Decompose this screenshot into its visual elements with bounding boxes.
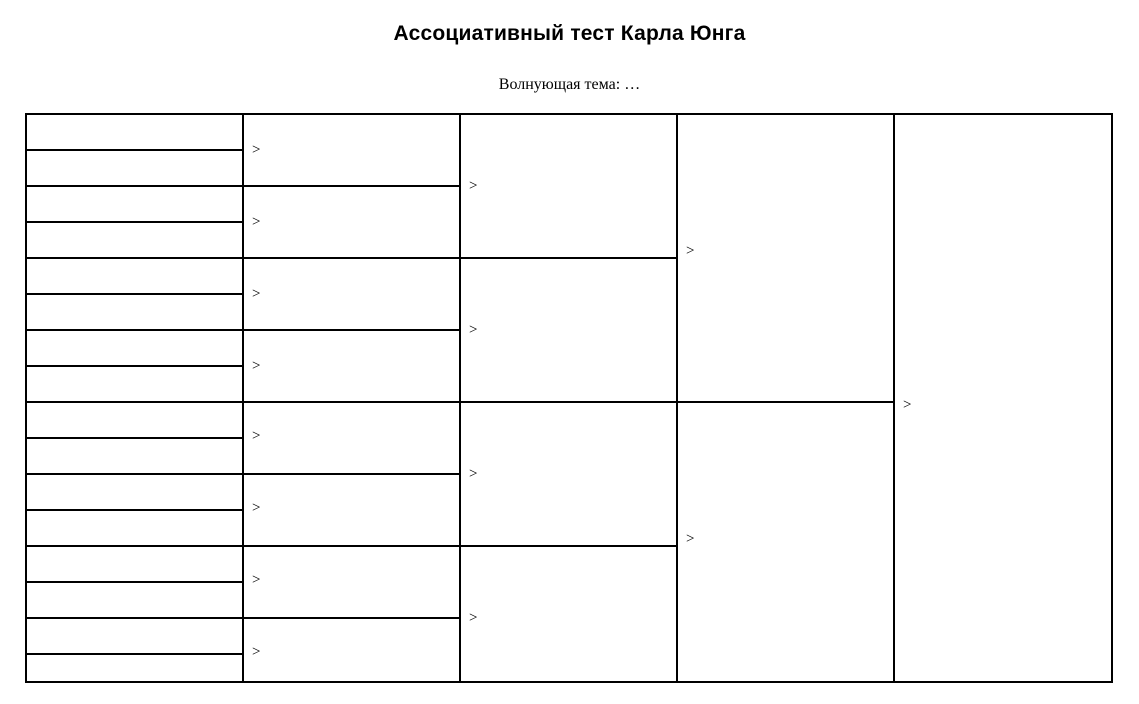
marker-level2: > [469,178,478,194]
level2-line[interactable] [459,401,676,403]
word-line[interactable] [25,257,242,259]
marker-level1: > [252,644,261,660]
word-line[interactable] [25,473,242,475]
level1-line[interactable] [242,401,459,403]
association-test-worksheet [25,113,1113,683]
level1-line[interactable] [242,185,459,187]
marker-level2: > [469,466,478,482]
level1-line[interactable] [242,257,459,259]
marker-level1: > [252,500,261,516]
marker-level1: > [252,142,261,158]
word-line[interactable] [25,329,242,331]
level3-line[interactable] [676,401,893,403]
word-line[interactable] [25,185,242,187]
column-divider-4 [893,113,895,683]
word-line[interactable] [25,221,242,223]
word-line[interactable] [25,437,242,439]
page-title: Ассоциативный тест Карла Юнга [393,22,746,45]
level1-line[interactable] [242,617,459,619]
word-line[interactable] [25,617,242,619]
marker-level4: > [903,397,912,413]
marker-level1: > [252,214,261,230]
column-divider-3 [676,113,678,683]
word-line[interactable] [25,365,242,367]
worksheet-frame [25,113,1113,683]
worksheet-subtitle: Волнующая тема: … [498,76,641,93]
marker-level2: > [469,610,478,626]
marker-level1: > [252,286,261,302]
word-line[interactable] [25,401,242,403]
word-line[interactable] [25,581,242,583]
column-divider-2 [459,113,461,683]
level1-line[interactable] [242,329,459,331]
level1-line[interactable] [242,473,459,475]
word-line[interactable] [25,293,242,295]
marker-level1: > [252,428,261,444]
word-line[interactable] [25,149,242,151]
marker-level2: > [469,322,478,338]
word-line[interactable] [25,545,242,547]
word-line[interactable] [25,509,242,511]
level2-line[interactable] [459,545,676,547]
marker-level3: > [686,243,695,259]
column-divider-1 [242,113,244,683]
marker-level1: > [252,358,261,374]
word-line[interactable] [25,653,242,655]
marker-level1: > [252,572,261,588]
level1-line[interactable] [242,545,459,547]
marker-level3: > [686,531,695,547]
level2-line[interactable] [459,257,676,259]
